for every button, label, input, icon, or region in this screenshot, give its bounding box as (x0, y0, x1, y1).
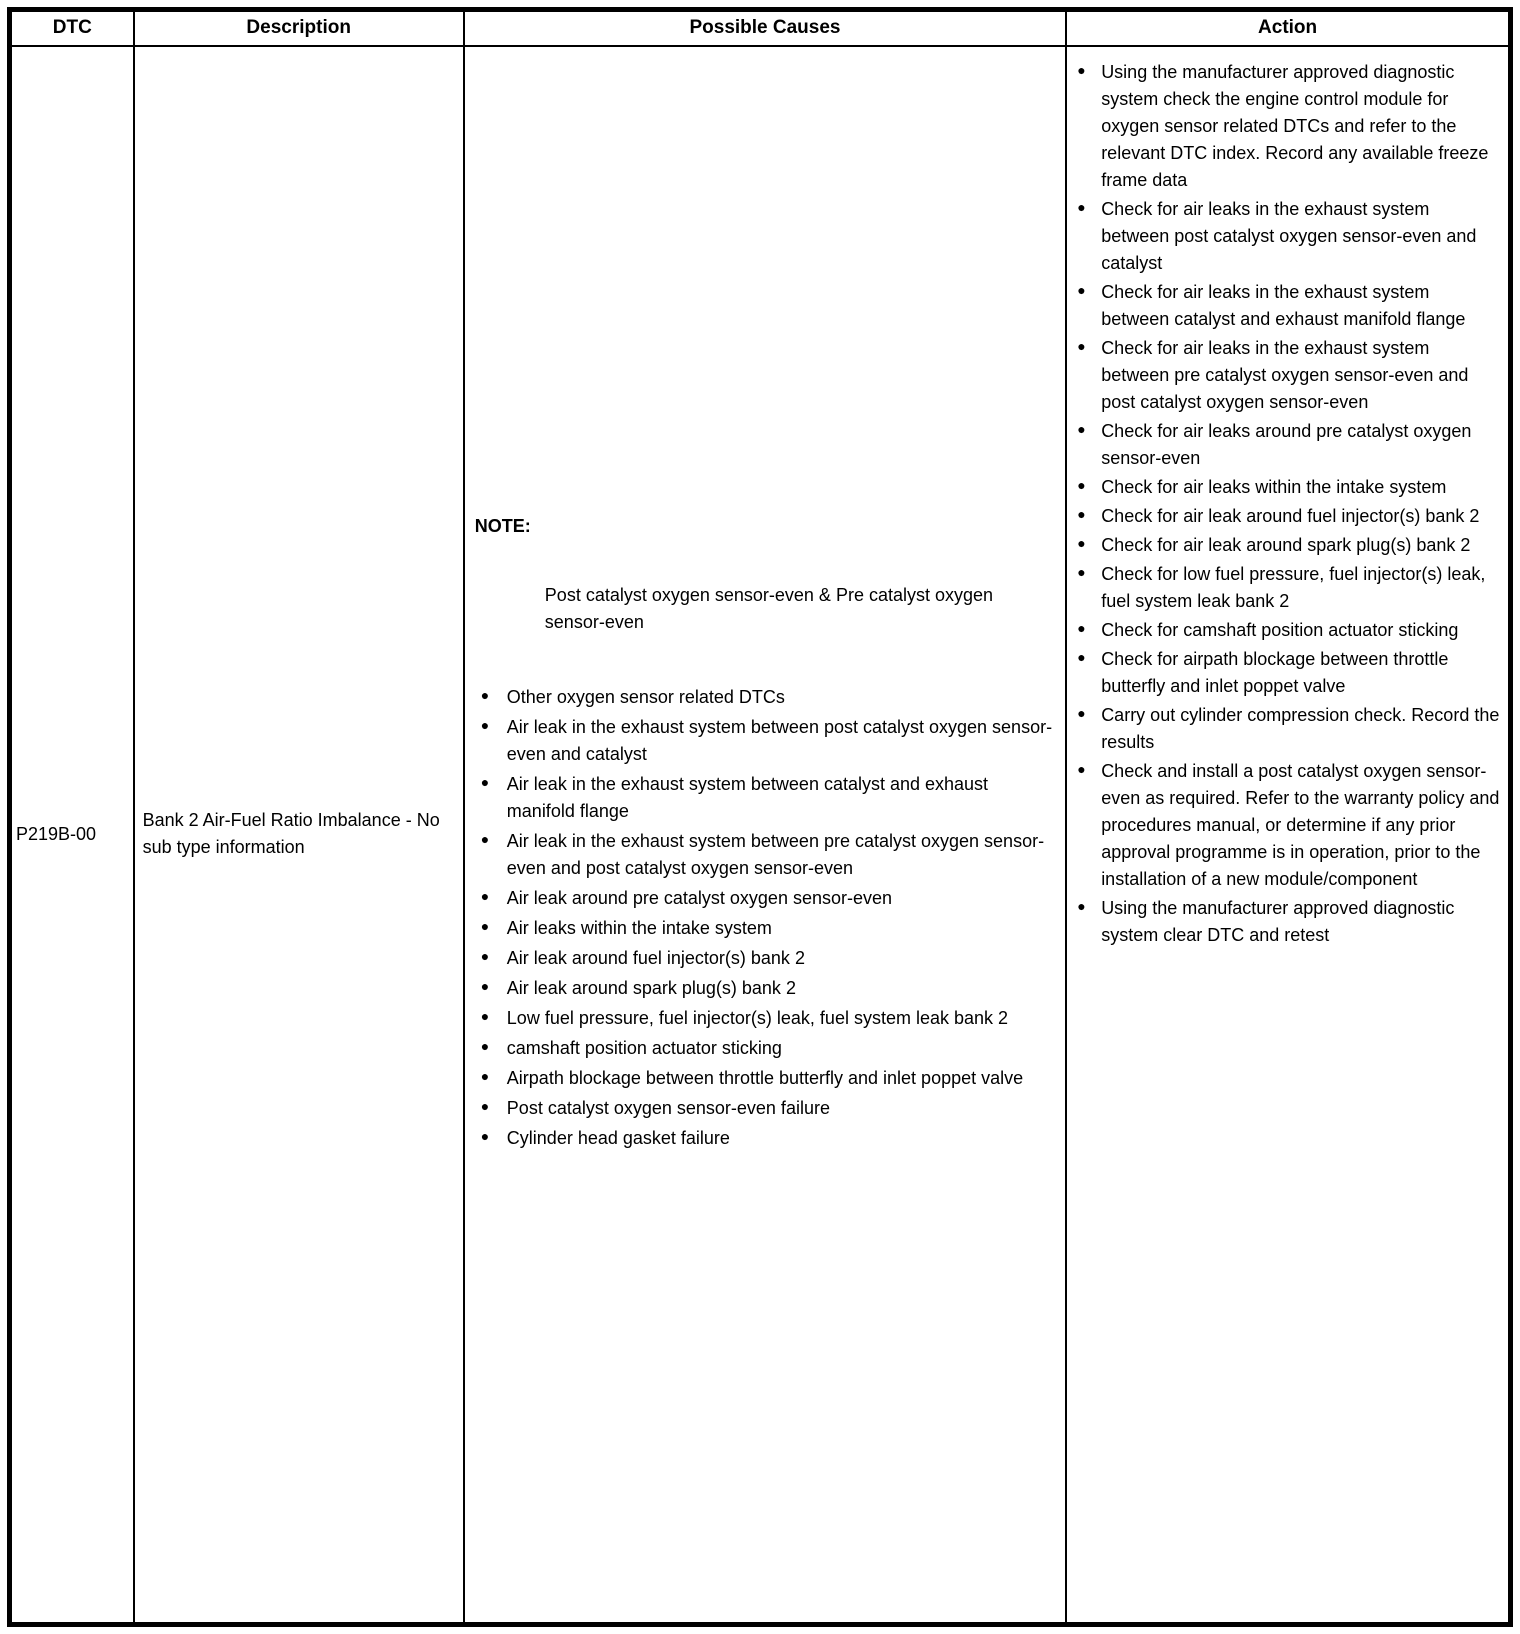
list-item: ● Check for camshaft position actuator sticking (1073, 617, 1502, 644)
col-header-dtc: DTC (10, 10, 134, 46)
description-cell (134, 46, 464, 1625)
list-item: ● Air leak around pre catalyst oxygen sensor-even (475, 885, 1055, 912)
list-item: ● Using the manufacturer approved diagnostic system clear DTC and retest (1073, 895, 1502, 949)
list-item: ● Air leak in the exhaust system between post catalyst oxygen sensor-even and catalyst (475, 714, 1055, 768)
action-cell (1066, 46, 1510, 1625)
list-item: ● Check for air leaks around pre catalyst oxygen sensor-even (1073, 418, 1502, 472)
dtc-table (7, 7, 1513, 1627)
col-header-possible-causes: Possible Causes (464, 10, 1066, 46)
dtc-code: P219B-00 (16, 823, 97, 844)
col-header-description: Description (134, 10, 464, 46)
action-list (1073, 59, 1502, 949)
list-item: ● Other oxygen sensor related DTCs (475, 684, 1055, 711)
list-item: ● Check for air leaks within the intake system (1073, 474, 1502, 501)
list-item: ● camshaft position actuator sticking (475, 1035, 1055, 1062)
list-item: ● Low fuel pressure, fuel injector(s) leak, fuel system leak bank 2 (475, 1005, 1055, 1032)
list-item: ● Check for air leaks in the exhaust system between catalyst and exhaust manifold flange (1073, 279, 1502, 333)
list-item: ● Check for low fuel pressure, fuel injector(s) leak, fuel system leak bank 2 (1073, 561, 1502, 615)
list-item: ● Check for air leaks in the exhaust system between pre catalyst oxygen sensor-even and post catalyst oxygen sensor-even (1073, 335, 1502, 416)
list-item: ● Air leak in the exhaust system between catalyst and exhaust manifold flange (475, 771, 1055, 825)
list-item: ● Air leaks within the intake system (475, 915, 1055, 942)
list-item: ● Check for air leak around fuel injector(s) bank 2 (1073, 503, 1502, 530)
note-label: NOTE: (474, 516, 531, 537)
table-row (10, 46, 1511, 1625)
possible-causes-list (475, 684, 1055, 1152)
list-item: ● Air leak around spark plug(s) bank 2 (475, 975, 1055, 1002)
list-item: ● Check for air leaks in the exhaust system between post catalyst oxygen sensor-even and catalyst (1073, 196, 1502, 277)
table-header-row (10, 10, 1511, 46)
list-item: ● Carry out cylinder compression check. Record the results (1073, 702, 1502, 756)
list-item: ● Airpath blockage between throttle butterfly and inlet poppet valve (475, 1065, 1055, 1092)
list-item: ● Air leak around fuel injector(s) bank 2 (475, 945, 1055, 972)
list-item: ● Post catalyst oxygen sensor-even failure (475, 1095, 1055, 1122)
dtc-cell (10, 46, 134, 1625)
col-header-action: Action (1066, 10, 1510, 46)
list-item: ● Check for airpath blockage between throttle butterfly and inlet poppet valve (1073, 646, 1502, 700)
note-text: Post catalyst oxygen sensor-even & Pre catalyst oxygen sensor-even (544, 585, 994, 633)
list-item: ● Check for air leak around spark plug(s) bank 2 (1073, 532, 1502, 559)
list-item: ● Air leak in the exhaust system between pre catalyst oxygen sensor-even and post catalyst oxygen sensor-even (475, 828, 1055, 882)
list-item: ● Using the manufacturer approved diagnostic system check the engine control module for oxygen sensor related DTCs and refer to the relevant DTC index. Record any available freeze frame data (1073, 59, 1502, 194)
possible-causes-cell (464, 46, 1066, 1625)
description-text: Bank 2 Air-Fuel Ratio Imbalance - No sub type information (142, 810, 440, 858)
list-item: ● Cylinder head gasket failure (475, 1125, 1055, 1152)
list-item: ● Check and install a post catalyst oxygen sensor-even as required. Refer to the warranty policy and procedures manual, or determine if any prior approval programme is in operation, prior to the installation of a new module/component (1073, 758, 1502, 893)
